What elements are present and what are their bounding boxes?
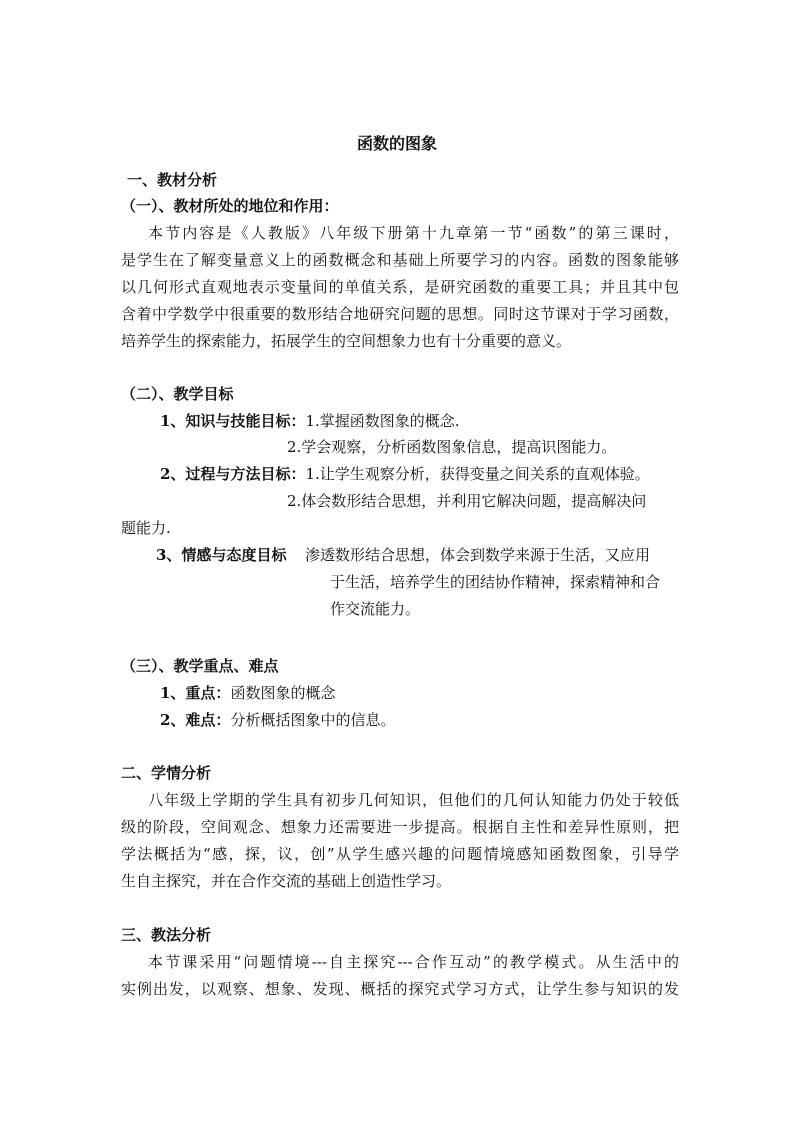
paragraph-line: 含着中学数学中很重要的数形结合地研究问题的思想。同时这节课对于学习函数，	[121, 305, 679, 323]
goal-1-item-2: 2.学会观察，分析函数图象信息，提高识图能力。	[287, 438, 617, 456]
paragraph-line: 八年级上学期的学生具有初步几何知识，但他们的几何认知能力仍处于较低	[148, 791, 679, 809]
paragraph-line: 学法概括为“感，探，议，创”从学生感兴趣的问题情境感知函数图象，引导学	[121, 845, 679, 863]
paragraph-line: 本节内容是《人教版》八年级下册第十九章第一节“函数”的第三课时，	[148, 224, 679, 242]
paragraph-line: 级的阶段，空间观念、想象力还需要进一步提高。根据自主性和差异性原则，把	[121, 818, 679, 836]
goal-1-row	[160, 411, 460, 431]
section-1-heading: 一、教材分析	[127, 171, 218, 189]
paragraph-line: 实例出发，以观察、想象、发现、概括的探究式学习方式，让学生参与知识的发	[121, 980, 679, 998]
paragraph-line: 是学生在了解变量意义上的函数概念和基础上所要学习的内容。函数的图象能够	[121, 251, 679, 269]
key-point-row	[160, 683, 335, 703]
paragraph-line: 以几何形式直观地表示变量间的单值关系，是研究函数的重要工具；并且其中包	[121, 278, 679, 296]
difficulty-text: 分析概括图象中的信息。	[230, 711, 396, 729]
section-2-heading: 二、学情分析	[121, 764, 212, 782]
goal-2-row	[160, 464, 650, 484]
paragraph-line: 生自主探究，并在合作交流的基础上创造性学习。	[121, 872, 452, 890]
goal-3-line: 渗透数形结合思想，体会到数学来源于生活，又应用	[305, 546, 651, 564]
goal-3-line: 于生活，培养学生的团结协作精神，探索精神和合	[330, 573, 661, 591]
difficulty-row	[160, 710, 395, 730]
goal-1-label: 1、知识与技能目标：	[160, 412, 306, 430]
goal-2-item-2: 2.体会数形结合思想，并利用它解决问题，提高解决问	[287, 492, 647, 510]
section-1-1-heading: （一）、教材所处的地位和作用：	[121, 197, 339, 215]
goal-2-item-2-cont: 题能力.	[121, 519, 171, 537]
goal-2-label: 2、过程与方法目标：	[160, 465, 306, 483]
section-1-3-heading: （三）、教学重点、难点	[121, 657, 279, 675]
paragraph-line: 本节课采用“问题情境---自主探究---合作互动”的教学模式。从生活中的	[148, 953, 679, 971]
goal-1-item-1: 1.掌握函数图象的概念.	[305, 412, 460, 430]
difficulty-label: 2、难点：	[160, 711, 231, 729]
goal-3-line: 作交流能力。	[330, 600, 421, 618]
goal-2-item-1: 1.让学生观察分析，获得变量之间关系的直观体验。	[305, 465, 650, 483]
goal-3-label: 3、情感与态度目标	[156, 546, 287, 564]
document-title: 函数的图象	[356, 134, 437, 153]
section-3-heading: 三、教法分析	[121, 926, 212, 944]
section-1-2-heading: （二）、教学目标	[121, 385, 234, 403]
paragraph-line: 培养学生的探索能力，拓展学生的空间想象力也有十分重要的意义。	[121, 332, 572, 350]
key-point-label: 1、重点：	[160, 684, 231, 702]
key-point-text: 函数图象的概念	[230, 684, 336, 702]
